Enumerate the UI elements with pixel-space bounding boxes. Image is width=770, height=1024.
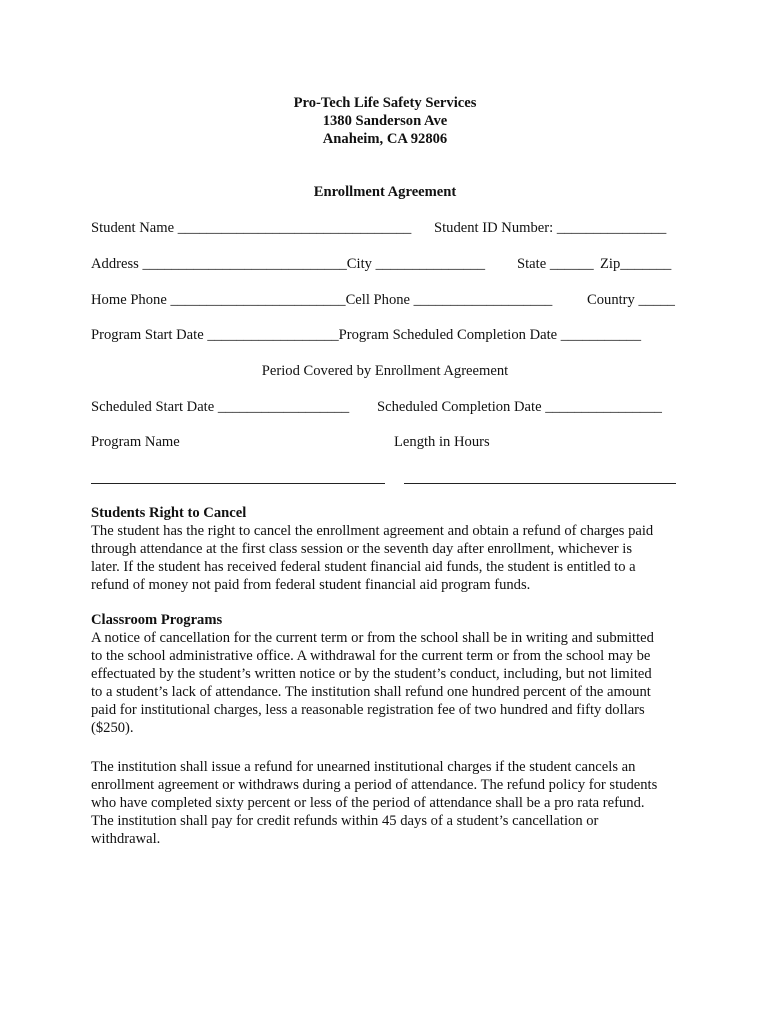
scheduled-completion-field[interactable]: Scheduled Completion Date ________________ [377, 399, 662, 415]
refund-policy-text [91, 758, 681, 848]
length-hours-label: Length in Hours [394, 434, 490, 450]
state-field[interactable]: State ______ [517, 256, 594, 272]
paragraph-line: to the school administrative office. A withdrawal for the current term or from the school may be [91, 648, 651, 664]
paragraph-line: paid for institutional charges, less a reasonable registration fee of two hundred and fifty dollars [91, 702, 645, 718]
period-covered-label: Period Covered by Enrollment Agreement [261, 363, 509, 379]
document-title: Enrollment Agreement [313, 184, 457, 200]
classroom-programs-heading: Classroom Programs [91, 612, 223, 628]
paragraph-line: A notice of cancellation for the current term or from the school shall be in writing and submitted [91, 630, 654, 646]
student-id-field[interactable]: Student ID Number: _______________ [434, 220, 667, 236]
address-city-field[interactable]: Address ____________________________City _______________ [91, 256, 486, 272]
right-to-cancel-heading: Students Right to Cancel [91, 505, 247, 521]
country-field[interactable]: Country _____ [587, 292, 675, 308]
paragraph-line: refund of money not paid from federal student financial aid program funds. [91, 577, 531, 593]
paragraph-line: The institution shall issue a refund for unearned institutional charges if the student cancels an [91, 759, 636, 775]
program-name-label: Program Name [91, 434, 180, 450]
phone-fields[interactable]: Home Phone ________________________Cell Phone ___________________ [91, 292, 553, 308]
company-city: Anaheim, CA 92806 [322, 131, 448, 147]
company-name: Pro-Tech Life Safety Services [293, 95, 477, 111]
student-name-field[interactable]: Student Name ________________________________ [91, 220, 412, 236]
paragraph-line: through attendance at the first class session or the seventh day after enrollment, whichever is [91, 541, 633, 557]
paragraph-line: The institution shall pay for credit refunds within 45 days of a student’s cancellation or [91, 813, 599, 829]
paragraph-line: effectuated by the student’s written notice or by the student’s conduct, including, but not limited [91, 666, 652, 682]
paragraph-line: who have completed sixty percent or less of the period of attendance shall be a pro rata refund. [91, 795, 645, 811]
paragraph-line: later. If the student has received federal student financial aid funds, the student is entitled to a [91, 559, 636, 575]
length-hours-line[interactable] [404, 483, 676, 484]
right-to-cancel-text [91, 522, 681, 594]
program-dates-field[interactable]: Program Start Date __________________Program Scheduled Completion Date ___________ [91, 327, 642, 343]
company-street: 1380 Sanderson Ave [322, 113, 448, 129]
program-name-line[interactable] [91, 483, 385, 484]
paragraph-line: enrollment agreement or withdraws during a period of attendance. The refund policy for students [91, 777, 658, 793]
zip-field[interactable]: Zip_______ [600, 256, 672, 272]
paragraph-line: to a student’s lack of attendance. The institution shall refund one hundred percent of the amount [91, 684, 651, 700]
paragraph-line: The student has the right to cancel the enrollment agreement and obtain a refund of charges paid [91, 523, 654, 539]
paragraph-line: withdrawal. [91, 831, 161, 847]
classroom-programs-text [91, 629, 681, 737]
scheduled-start-field[interactable]: Scheduled Start Date __________________ [91, 399, 350, 415]
paragraph-line: ($250). [91, 720, 134, 736]
